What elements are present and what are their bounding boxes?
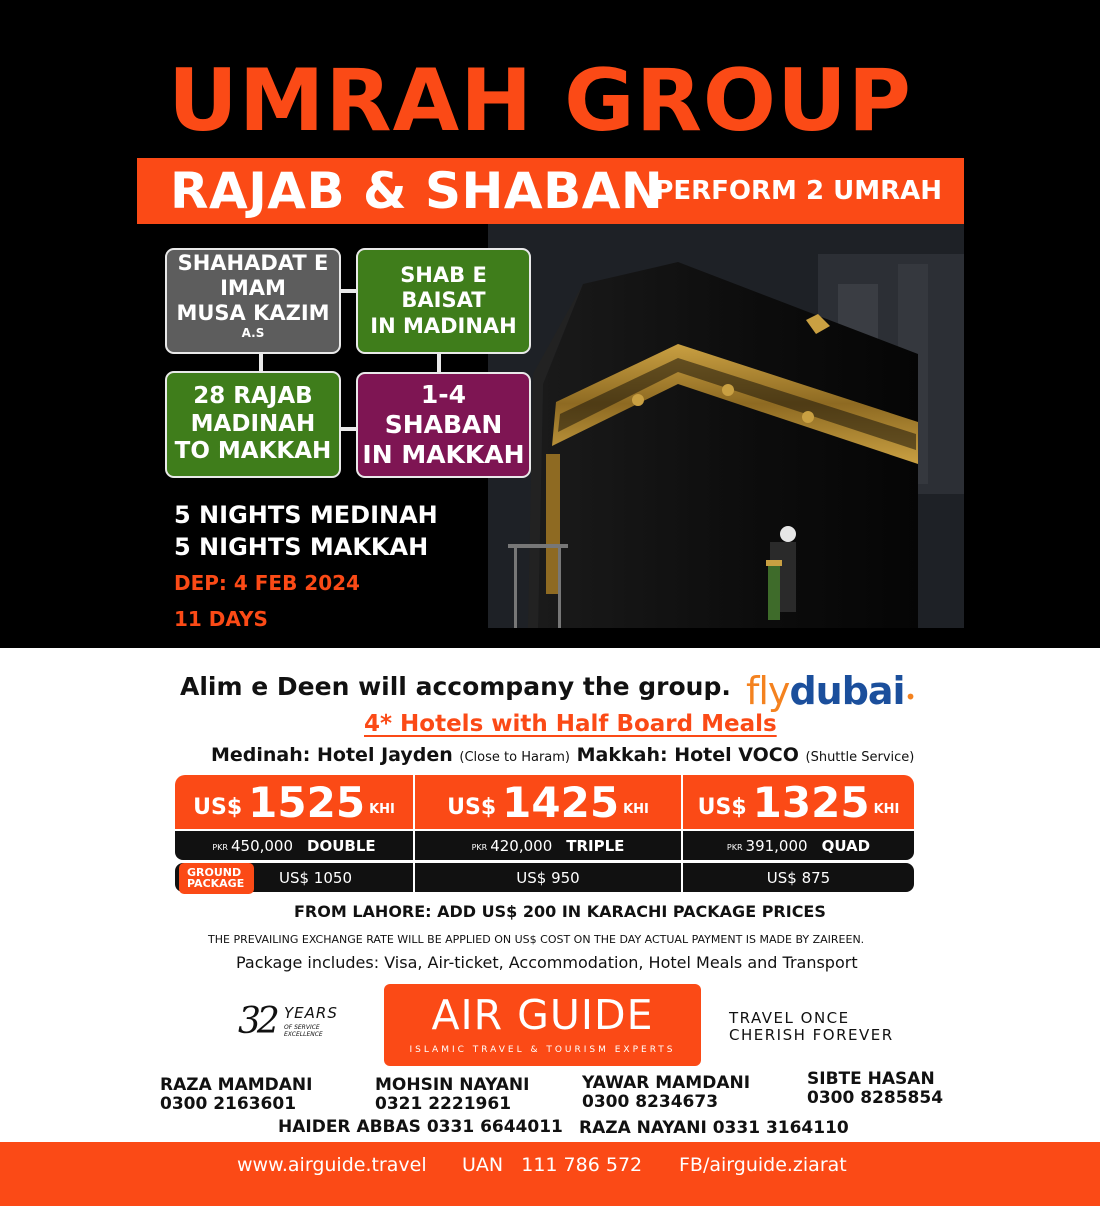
event-box-28-rajab bbox=[165, 371, 341, 478]
contact-haider-abbas[interactable]: HAIDER ABBAS 0331 6644011 bbox=[278, 1117, 563, 1137]
nights-makkah: 5 NIGHTS MAKKAH bbox=[174, 533, 429, 561]
ground-package-label bbox=[179, 863, 254, 894]
contact-sibte-hasan bbox=[807, 1070, 943, 1108]
event-rajab-line3: TO MAKKAH bbox=[174, 438, 332, 465]
footer-facebook-link[interactable]: FB/airguide.ziarat bbox=[679, 1154, 847, 1176]
slogan bbox=[729, 1010, 894, 1044]
connector-left bbox=[259, 354, 263, 371]
connector-top bbox=[341, 289, 356, 293]
slogan-line2: CHERISH FOREVER bbox=[729, 1026, 894, 1044]
makkah-label: Makkah: bbox=[576, 744, 668, 766]
event-rajab-line2: MADINAH bbox=[190, 410, 316, 437]
event-box-shab-e-baisat bbox=[356, 248, 531, 354]
pkr-amount: 450,000 bbox=[230, 836, 294, 855]
contact-phone[interactable]: 0300 8285854 bbox=[807, 1088, 944, 1108]
kaaba-image bbox=[488, 224, 964, 628]
price-currency: US$ bbox=[193, 794, 243, 820]
uan-number[interactable]: 111 786 572 bbox=[521, 1154, 643, 1176]
page-title: UMRAH GROUP bbox=[168, 51, 912, 151]
connector-bottom bbox=[341, 427, 356, 431]
room-type: QUAD bbox=[821, 836, 871, 855]
band-main-text: RAJAB & SHABAN bbox=[170, 162, 664, 220]
room-type: DOUBLE bbox=[307, 836, 376, 855]
contact-phone[interactable]: 0300 8234673 bbox=[582, 1092, 719, 1112]
event-box-shaban bbox=[356, 372, 531, 478]
event-shaban-line1: 1-4 SHABAN bbox=[384, 380, 503, 439]
ground-price: US$ 950 bbox=[516, 868, 580, 887]
event-shahadat-line1: SHAHADAT E bbox=[177, 250, 329, 275]
makkah-hotel: Hotel VOCO bbox=[674, 744, 799, 766]
medinah-label: Medinah: bbox=[211, 744, 311, 766]
flydubai-fly: fly bbox=[746, 669, 790, 713]
price-table bbox=[175, 775, 914, 893]
ground-row-triple bbox=[415, 863, 681, 892]
exchange-rate-note: THE PREVAILING EXCHANGE RATE WILL BE APPLIED ON US$ COST ON THE DAY ACTUAL PAYMENT IS MADE BY ZAIREEN. bbox=[208, 933, 865, 946]
contact-name: MOHSIN NAYANI bbox=[375, 1075, 530, 1095]
contact-yawar-mamdani bbox=[582, 1074, 750, 1112]
footer-uan bbox=[462, 1156, 642, 1175]
hotels-line bbox=[211, 746, 914, 765]
event-shaban-line2: IN MAKKAH bbox=[362, 440, 525, 469]
contact-name: YAWAR MAMDANI bbox=[582, 1073, 751, 1093]
nights-medinah: 5 NIGHTS MEDINAH bbox=[174, 501, 438, 529]
logo-name: AIR GUIDE bbox=[431, 991, 654, 1039]
pkr-row-quad bbox=[683, 831, 914, 860]
price-amount: 1425 bbox=[502, 777, 620, 827]
pkr-label: PKR bbox=[471, 843, 488, 852]
price-currency: US$ bbox=[447, 794, 497, 820]
slogan-line1: TRAVEL ONCE bbox=[729, 1009, 850, 1027]
years-badge bbox=[238, 1001, 338, 1046]
contact-name: RAZA MAMDANI bbox=[160, 1075, 313, 1095]
price-amount: 1525 bbox=[248, 777, 366, 827]
price-quad bbox=[683, 775, 914, 829]
departure-date: DEP: 4 FEB 2024 bbox=[174, 571, 360, 595]
connector-right bbox=[437, 354, 441, 372]
event-shahadat-line2: IMAM bbox=[220, 275, 286, 300]
trip-days: 11 DAYS bbox=[174, 607, 268, 631]
uan-label: UAN bbox=[462, 1154, 504, 1176]
contact-raza-nayani[interactable]: RAZA NAYANI 0331 3164110 bbox=[579, 1118, 849, 1138]
pkr-label: PKR bbox=[212, 843, 228, 852]
ground-label-line2: PACKAGE bbox=[187, 877, 245, 890]
price-triple bbox=[415, 775, 681, 829]
room-type: TRIPLE bbox=[566, 836, 625, 855]
lahore-note: FROM LAHORE: ADD US$ 200 IN KARACHI PACKAGE PRICES bbox=[294, 902, 826, 921]
contact-mohsin-nayani bbox=[375, 1076, 529, 1114]
event-shahadat-line3: MUSA KAZIM bbox=[176, 301, 330, 325]
price-amount: 1325 bbox=[752, 777, 870, 827]
event-box-shahadat bbox=[165, 248, 341, 354]
years-sub: OF SERVICE EXCELLENCE bbox=[284, 1024, 323, 1039]
event-baisat-line1: SHAB E BAISAT bbox=[400, 263, 487, 313]
years-number: 32 bbox=[238, 1001, 276, 1042]
hotels-heading: 4* Hotels with Half Board Meals bbox=[364, 711, 777, 737]
logo-tagline: ISLAMIC TRAVEL & TOURISM EXPERTS bbox=[409, 1045, 676, 1055]
pkr-row-double bbox=[175, 831, 413, 860]
contact-phone[interactable]: 0321 2221961 bbox=[375, 1094, 512, 1114]
pkr-row-triple bbox=[415, 831, 681, 860]
flydubai-dubai: dubai bbox=[789, 669, 905, 713]
makkah-note: (Shuttle Service) bbox=[805, 750, 915, 765]
pkr-label: PKR bbox=[726, 843, 743, 852]
price-city: KHI bbox=[623, 801, 649, 817]
footer-website-link[interactable]: www.airguide.travel bbox=[237, 1154, 427, 1176]
air-guide-logo bbox=[384, 984, 701, 1066]
band-sub-text: PERFORM 2 UMRAH bbox=[654, 176, 942, 206]
ground-row-quad bbox=[683, 863, 914, 892]
package-includes: Package includes: Visa, Air-ticket, Accommodation, Hotel Meals and Transport bbox=[236, 953, 858, 972]
pkr-amount: 420,000 bbox=[490, 836, 553, 855]
contact-name: SIBTE HASAN bbox=[807, 1069, 935, 1089]
ground-price: US$ 1050 bbox=[279, 868, 352, 887]
price-city: KHI bbox=[873, 801, 900, 817]
pkr-amount: 391,000 bbox=[745, 836, 808, 855]
medinah-note: (Close to Haram) bbox=[459, 750, 570, 765]
contact-phone[interactable]: 0300 2163601 bbox=[160, 1094, 297, 1114]
medinah-hotel: Hotel Jayden bbox=[317, 744, 453, 766]
years-word: YEARS bbox=[284, 1004, 338, 1022]
event-shahadat-sup: A.S bbox=[241, 326, 265, 341]
contact-raza-mamdani bbox=[160, 1076, 312, 1114]
price-city: KHI bbox=[369, 801, 395, 817]
ground-price: US$ 875 bbox=[766, 868, 831, 887]
flydubai-logo: flydubai• bbox=[746, 669, 916, 713]
price-double bbox=[175, 775, 413, 829]
event-baisat-line2: IN MADINAH bbox=[370, 313, 517, 338]
title-band bbox=[137, 158, 964, 224]
alim-note: Alim e Deen will accompany the group. bbox=[180, 672, 731, 701]
price-currency: US$ bbox=[697, 794, 747, 820]
ground-label-line1: GROUND bbox=[187, 866, 242, 879]
event-rajab-line1: 28 RAJAB bbox=[193, 383, 313, 410]
